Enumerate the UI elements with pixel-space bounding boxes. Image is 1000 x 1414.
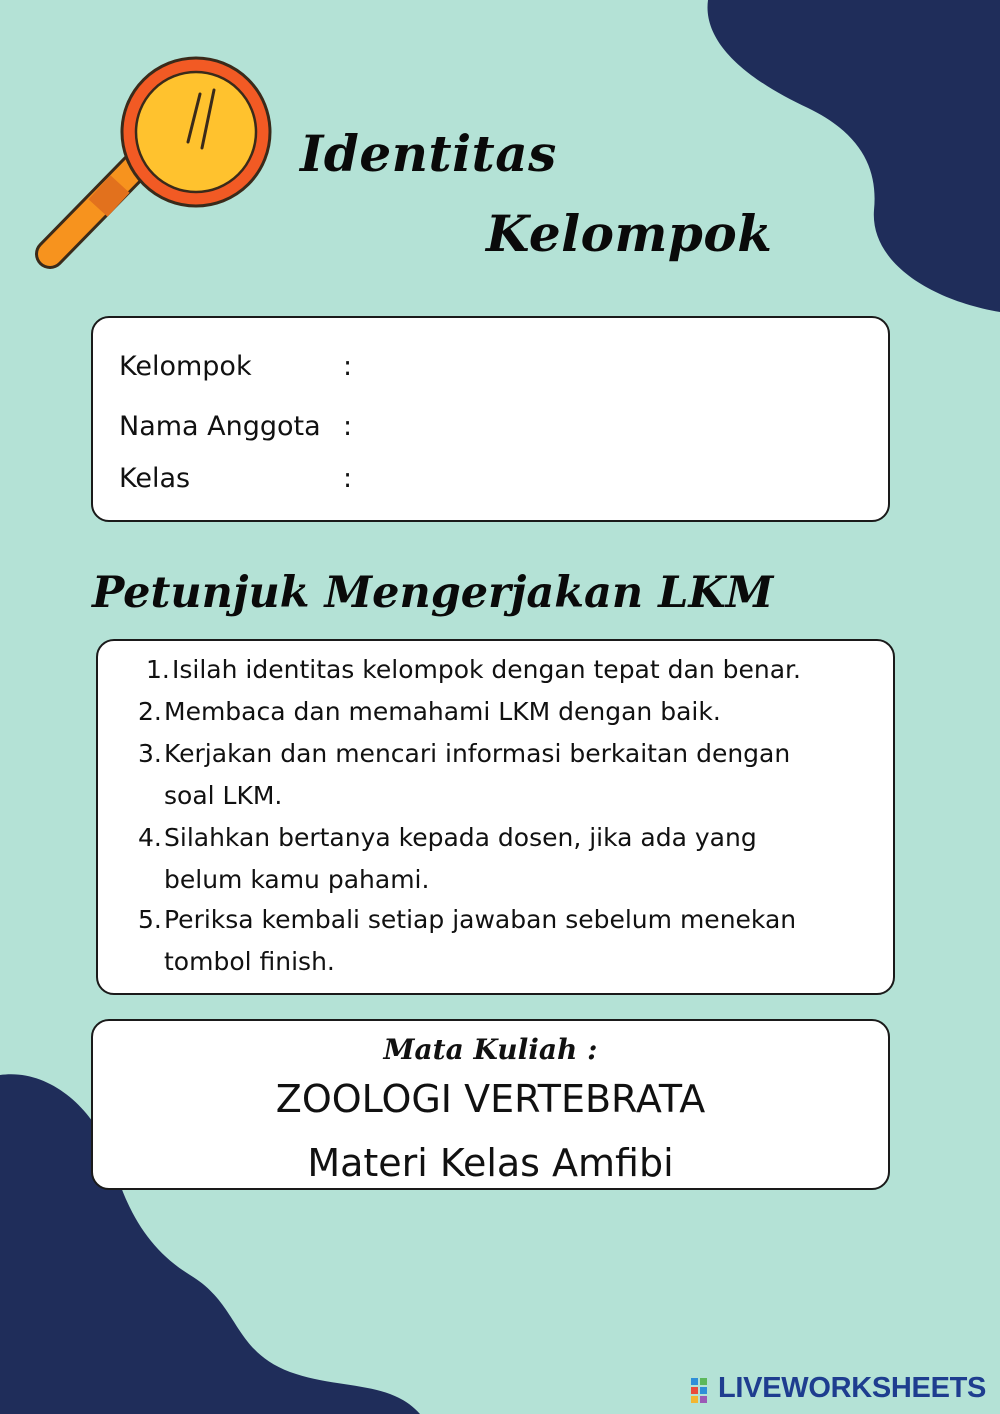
step-number: 2. — [138, 697, 162, 726]
identity-label-members: Nama Anggota — [119, 411, 321, 442]
instruction-step — [138, 691, 721, 733]
course-box — [91, 1019, 890, 1190]
identity-colon: : — [343, 351, 353, 382]
identity-colon: : — [343, 463, 353, 494]
liveworksheets-logo-icon — [690, 1376, 716, 1404]
step-text: Silahkan bertanya kepada dosen, jika ada yang — [164, 823, 757, 852]
identity-colon: : — [343, 411, 353, 442]
instruction-step — [138, 733, 790, 817]
identity-label-group: Kelompok — [119, 351, 252, 382]
top-right-blob-shape — [708, 0, 1000, 312]
group-identity-box — [91, 316, 890, 522]
course-name: ZOOLOGI VERTEBRATA — [275, 1077, 706, 1121]
step-text-continued: soal LKM. — [164, 781, 283, 810]
title-line-1: Identitas — [300, 124, 557, 183]
instruction-step — [138, 817, 757, 901]
step-text: Kerjakan dan mencari informasi berkaitan dengan — [164, 739, 791, 768]
course-topic: Materi Kelas Amfibi — [307, 1141, 674, 1185]
step-text: Membaca dan memahami LKM dengan baik. — [164, 697, 721, 726]
step-text-continued: tombol finish. — [164, 947, 335, 976]
instructions-box — [96, 639, 895, 995]
identity-row-members — [119, 411, 352, 442]
step-number: 4. — [138, 823, 162, 852]
identity-label-class: Kelas — [119, 463, 191, 494]
identity-row-group — [119, 351, 352, 382]
step-text: Periksa kembali setiap jawaban sebelum menekan — [164, 905, 797, 934]
step-text-continued: belum kamu pahami. — [164, 865, 430, 894]
step-number: 1. — [146, 655, 170, 684]
instruction-step — [146, 649, 801, 691]
instruction-step — [138, 899, 796, 983]
magnifier-icon — [28, 44, 278, 284]
step-number: 3. — [138, 739, 162, 768]
step-number: 5. — [138, 905, 162, 934]
course-label: Mata Kuliah : — [383, 1033, 598, 1066]
identity-row-class — [119, 463, 352, 494]
title-line-2: Kelompok — [486, 204, 773, 263]
step-text: Isilah identitas kelompok dengan tepat dan benar. — [172, 655, 801, 684]
instructions-title: Petunjuk Mengerjakan LKM — [92, 568, 774, 618]
brand-text: LIVEWORKSHEETS — [718, 1372, 987, 1404]
